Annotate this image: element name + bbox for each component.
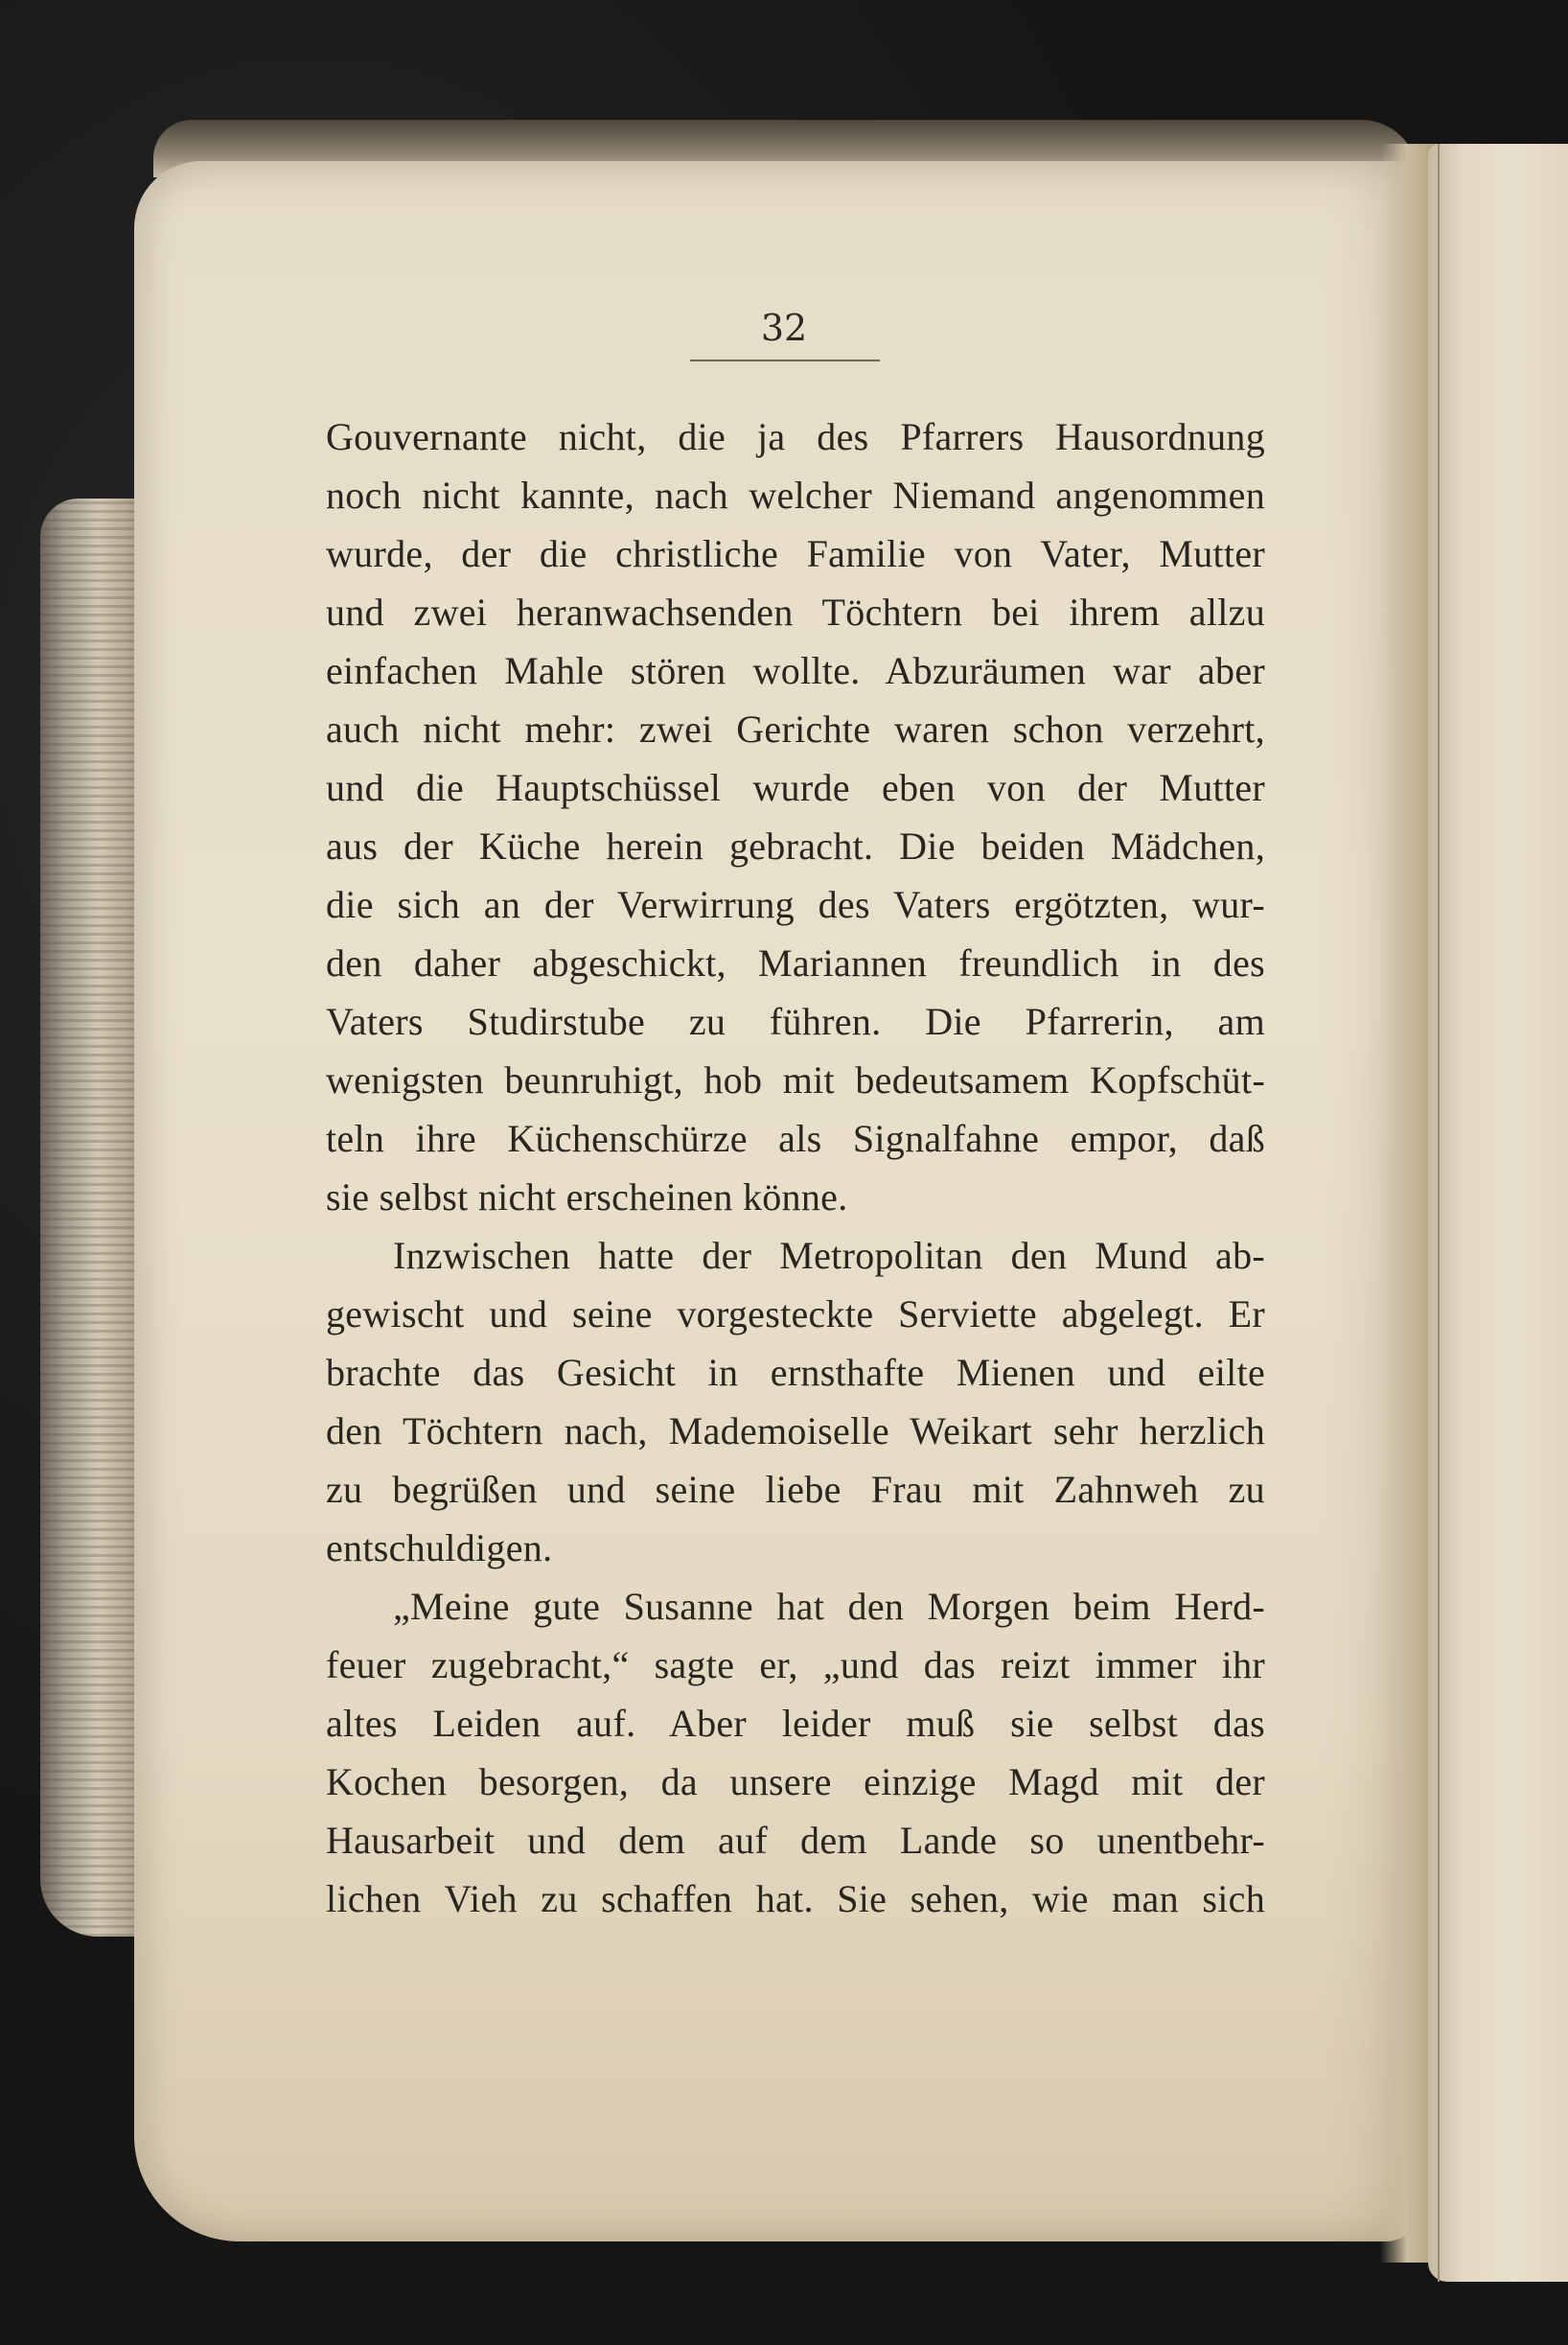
page-text <box>326 407 1265 1928</box>
text-line: Kochen besorgen, da unsere einzige Magd mit der <box>326 1760 1265 1803</box>
text-line: brachte das Gesicht in ernsthafte Mienen und eilte <box>326 1351 1265 1394</box>
text-line: noch nicht kannte, nach welcher Niemand angenommen <box>326 474 1265 517</box>
text-line: gewischt und seine vorgesteckte Serviette abgelegt. Er <box>326 1292 1265 1335</box>
text-line: lichen Vieh zu schaffen hat. Sie sehen, wie man sich <box>326 1877 1265 1920</box>
text-line: und die Hauptschüssel wurde eben von der Mutter <box>326 766 1265 809</box>
text-line: die sich an der Verwirrung des Vaters ergötzten, wur- <box>326 883 1265 926</box>
page-number: 32 <box>760 307 808 349</box>
text-line: Inzwischen hatte der Metropolitan den Mund ab- <box>393 1234 1265 1277</box>
text-line: den daher abgeschickt, Mariannen freundlich in des <box>326 941 1265 985</box>
text-line: entschuldigen. <box>326 1526 553 1569</box>
text-line: „Meine gute Susanne hat den Morgen beim Herd- <box>393 1585 1265 1628</box>
page-number-rule <box>690 360 880 361</box>
text-line: den Töchtern nach, Mademoiselle Weikart sehr herzlich <box>326 1409 1265 1452</box>
text-line: auch nicht mehr: zwei Gerichte waren schon verzehrt, <box>326 708 1265 751</box>
text-line: Hausarbeit und dem auf dem Lande so unentbehr- <box>326 1819 1265 1862</box>
text-line: feuer zugebracht,“ sagte er, „und das reizt immer ihr <box>326 1643 1265 1686</box>
text-line: und zwei heranwachsenden Töchtern bei ihrem allzu <box>326 591 1265 634</box>
text-line: Gouvernante nicht, die ja des Pfarrers Hausordnung <box>326 415 1265 458</box>
text-line: teln ihre Küchenschürze als Signalfahne empor, daß <box>326 1117 1265 1160</box>
facing-page-edge <box>1438 144 1440 2282</box>
text-line: sie selbst nicht erscheinen könne. <box>326 1175 848 1219</box>
text-line: wenigsten beunruhigt, hob mit bedeutsamem Kopfschüt- <box>326 1058 1265 1102</box>
text-line: zu begrüßen und seine liebe Frau mit Zahnweh zu <box>326 1468 1265 1511</box>
worn-page-edges <box>40 499 146 1937</box>
text-line: aus der Küche herein gebracht. Die beiden Mädchen, <box>326 824 1265 868</box>
text-line: altes Leiden auf. Aber leider muß sie selbst das <box>326 1702 1265 1745</box>
text-line: Vaters Studirstube zu führen. Die Pfarrerin, am <box>326 1000 1265 1043</box>
text-line: einfachen Mahle stören wollte. Abzuräumen war aber <box>326 649 1265 692</box>
facing-page <box>1428 144 1568 2282</box>
text-line: wurde, der die christliche Familie von Vater, Mutter <box>326 532 1265 575</box>
